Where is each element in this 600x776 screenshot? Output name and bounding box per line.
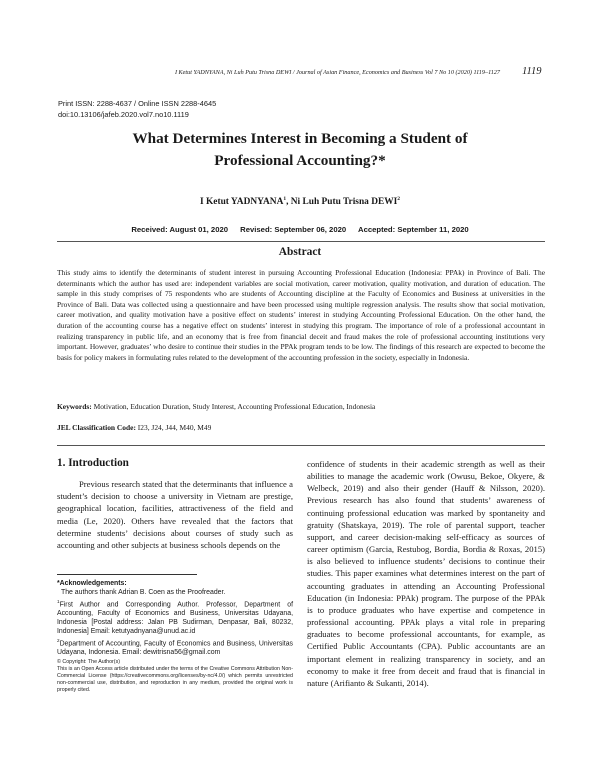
accepted-date: Accepted: September 11, 2020: [358, 225, 469, 234]
author-1-name: I Ketut YADNYANA: [200, 197, 284, 208]
divider-bottom: [57, 445, 545, 446]
title-line-1: What Determines Interest in Becoming a Student of: [132, 130, 468, 147]
abstract-heading: Abstract: [278, 246, 322, 258]
footnote-2: [57, 637, 293, 658]
copyright-notice: [57, 659, 293, 694]
author-2-name: Ni Luh Putu Trisna DEWI: [290, 197, 398, 208]
author-separator: ,: [286, 197, 291, 208]
footnote-divider: [57, 574, 197, 575]
article-title: [60, 128, 540, 172]
section-heading-introduction: 1. Introduction: [57, 457, 129, 469]
doi-line: doi:10.13106/jafeb.2020.vol7.no10.1119: [58, 109, 189, 119]
keywords-list: Motivation, Education Duration, Study Interest, Accounting Professional Education, Indonesia: [93, 402, 376, 411]
acknowledgements-title: *Acknowledgements:: [57, 580, 127, 587]
page-number: 1119: [522, 66, 542, 77]
title-line-2: Professional Accounting?*: [214, 152, 386, 169]
copyright-line: © Copyright: The Author(s): [57, 659, 120, 665]
footnote-1-marker: 1: [57, 598, 60, 604]
submission-dates: [60, 225, 540, 234]
license-text: This is an Open Access article distributed under the terms of the Creative Commons Attribution Non-Commercial License (https://creativecommons.org/licenses/by-nc/4.0/) which permits unrestricted non-commercial use, distribution, and reproduction in any medium, provided the original work is properly cited.: [57, 665, 293, 693]
revised-date: Revised: September 06, 2020: [240, 225, 347, 234]
divider-top: [57, 241, 545, 242]
received-date: Received: August 01, 2020: [131, 225, 229, 234]
introduction-right-column: confidence of students in their academic strength as well as their abilities to manage the academic work (Owusu, Bekoe, Okyere, & Welbeck, 2019) and also their gender (Hauff & Nilsson, 2020). Previous research has also found that students’ awareness of continuing professional education was marked by spontaneity and gratuity (Shatskaya, 2019). The role of parental support, teacher support, and career decision-making self-efficacy as sources of career optimism (Garcia, Restubog, Bordia, Bordia & Roxas, 2015) is also believed to influence students’ decisions to continue their studies. This paper examines what determines interest on the part of accounting graduates in attending an Accounting Professional Education (in Indonesia: PPAk) program. The purpose of the PPAk is to produce graduates who have expertise and competence in professional accounting. PPAk plays a vital role in preparing graduates to become professional accountants, for example, as Certified Public Accountants (CPA). Public accountants are an important element in realizing transparency in society, and an economy to make it free from deceit and fraud that is financial in nature (Arifianto & Sukanti, 2014).: [307, 459, 545, 688]
publication-info: [58, 99, 216, 120]
abstract-body: This study aims to identify the determinants of student interest in pursuing Accounting Professional Education (Indonesia: PPAk) in Province of Bali. The determinants which the author has used are: independent variables are social motivation, career motivation, quality motivation, and duration of education. The sample in this study comprises of 75 respondents who are students of Accounting discipline at the Faculty of Economics and Business at universities in the Province of Bali. Data was collected using a questionnaire and have been processed using multiple regression analysis. The results show that social motivation, career motivation, and quality motivation have a positive effect on students’ interest in studying Accounting Professional Education. On the other hand, the duration of the accounting course has a negative effect on students’ interest in studying this program. The importance of role of a professional accountant in realizing transparency in public life, and an economy that is free from financial deceit and fraud makes the role of professional accounting institutions very important. However, graduates’ who desire to continue their studies in the PPAk program tends to be low. The findings of this research are expected to become the basis for policy makers in formulating rules related to the development of the accounting profession in the society, especially in Indonesia.: [57, 268, 545, 362]
author-2-affiliation: 2: [397, 196, 400, 202]
introduction-left-column: Previous research stated that the determinants that influence a student’s decision to choose a university in Vietnam are prestige, geographical location, facilities, attractiveness of the field and media (Le, 2020). Others have revealed that the factors that determine students’ decisions about courses of study such as accounting and other subjects at business schools depends on the: [57, 479, 293, 551]
keywords-label: Keywords:: [57, 402, 92, 411]
footnote-1-text: First Author and Corresponding Author. Professor, Department of Accounting, Faculty of Economics and Business, Universitas Udayana, Indonesia [Postal address: Jalan PB Sudirman, Denpasar, Bali, 80232, Indonesia] Email: ketutyadnyana@unud.ac.id: [57, 601, 293, 635]
jel-label: JEL Classification Code:: [57, 423, 136, 432]
jel-codes: I23, J24, J44, M40, M49: [137, 423, 212, 432]
footnotes: [57, 580, 293, 658]
acknowledgements-text: The authors thank Adrian B. Coen as the Proofreader.: [61, 588, 226, 596]
footnote-2-marker: 2: [57, 637, 60, 643]
author-list: [60, 196, 540, 207]
footnote-1: [57, 598, 293, 637]
keywords: [57, 402, 545, 413]
author-1-affiliation: 1: [283, 196, 287, 202]
jel-classification: [57, 423, 545, 434]
footnote-2-text: Department of Accounting, Faculty of Economics and Business, Universitas Udayana, Indonesia. Email: dewitrisna56@gmail.com: [57, 640, 293, 656]
running-head: I Ketut YADNYANA, Ni Luh Putu Trisna DEWI / Journal of Asian Finance, Economics and Business Vol 7 No 10 (2020) 1119–1127: [174, 69, 500, 76]
issn-line: Print ISSN: 2288-4637 / Online ISSN 2288-4645: [58, 99, 217, 108]
